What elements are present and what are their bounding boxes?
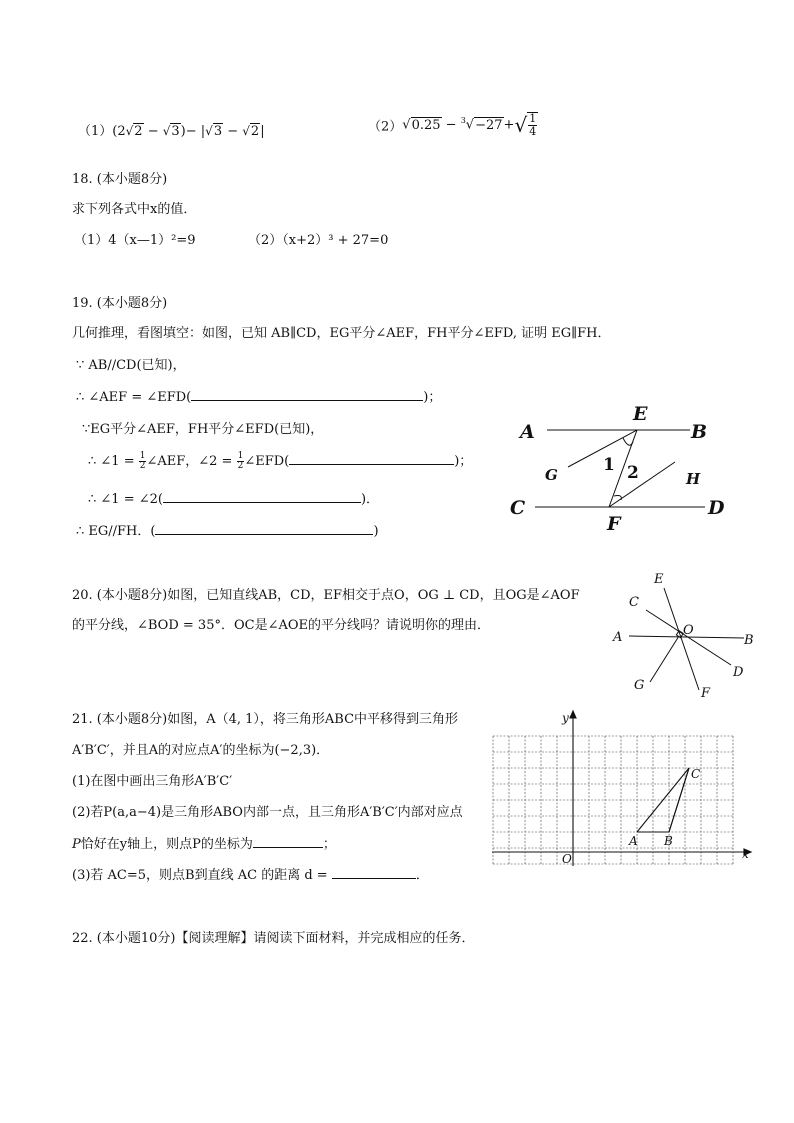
q20-label-c: C — [629, 595, 639, 610]
q19-step2: ∴ ∠AEF = ∠EFD( )； — [76, 390, 442, 405]
line-ef — [664, 588, 699, 690]
q19-prompt: 几何推理，看图填空：如图，已知 AB∥CD，EG平分∠AEF，FH平分∠EFD, 证明 EG∥FH． — [72, 326, 611, 341]
q19-blank4[interactable] — [155, 522, 373, 535]
y-arrow — [570, 711, 576, 718]
q20-label-f: F — [701, 686, 711, 701]
q20-line1: 20. (本小题8分)如图，已知直线AB，CD，EF相交于点O，OG ⊥ CD，且OG是∠AOF — [72, 588, 580, 603]
q20-label-b: B — [744, 633, 754, 648]
q19-label-a: A — [520, 421, 535, 443]
ray-og — [650, 636, 679, 682]
q21-blank1[interactable] — [253, 835, 323, 848]
q20-label-g: G — [634, 678, 645, 693]
q19-label-f: F — [607, 513, 621, 535]
point-a-label: A — [629, 834, 638, 848]
q21-grid-figure — [488, 706, 753, 874]
y-axis-label: y — [562, 711, 569, 725]
q18-prompt: 求下列各式中x的值． — [72, 202, 197, 217]
q19-step5: ∴ ∠1 = ∠2( )． — [88, 492, 380, 507]
q21-line6: (3)若 AC=5，则点B到直线 AC 的距离 d = ． — [72, 868, 429, 883]
q19-label-b: B — [691, 421, 708, 443]
q19-blank1[interactable] — [191, 388, 423, 401]
q18-part1: （1）4（x—1）²=9 — [74, 233, 196, 248]
q19-angle2: 2 — [627, 463, 639, 483]
ray-fh — [609, 462, 675, 507]
q20-label-a: A — [613, 630, 623, 645]
q17-part2: （2）√0.25 − $^3$√−27+√ $\frac{1}{4}$ — [368, 112, 537, 138]
q19-step1: ∵ AB//CD(已知)， — [76, 358, 186, 373]
origin-label: O — [562, 852, 572, 866]
point-b-label: B — [664, 834, 673, 848]
point-c-label: C — [691, 767, 701, 781]
q18-header: 18. (本小题8分) — [72, 172, 168, 187]
q21-blank2[interactable] — [332, 866, 416, 879]
q20-label-d: D — [733, 665, 744, 680]
q20-label-e: E — [654, 572, 664, 587]
q21-line3: (1)在图中画出三角形A′B′C′ — [72, 774, 233, 789]
q20-figure — [606, 566, 766, 704]
q19-figure — [505, 400, 735, 535]
x-axis-label: x — [742, 847, 749, 861]
q21-line5: P恰好在y轴上，则点P的坐标为 ； — [72, 837, 336, 852]
q18-part2: （2）（x+2）³ + 27=0 — [248, 233, 389, 248]
q22-line1: 22. (本小题10分)【阅读理解】请阅读下面材料，并完成相应的任务． — [72, 931, 475, 946]
q19-blank3[interactable] — [163, 490, 361, 503]
q19-label-c: C — [510, 497, 526, 519]
q19-step6: ∴ EG//FH．( ) — [76, 524, 379, 539]
q19-label-h: H — [686, 470, 701, 488]
q19-label-g: G — [545, 466, 558, 484]
q20-label-o: O — [683, 623, 694, 638]
q19-angle1: 1 — [603, 455, 615, 475]
q21-line2: A′B′C′，并且A的对应点A′的坐标为(−2,3)． — [72, 743, 330, 758]
q19-label-d: D — [708, 497, 725, 519]
q17-part1: （1）(2√2 − √3)− |√3 − √2| — [78, 124, 265, 139]
q19-step4: ∴ ∠1 = $\frac{1}{2}$ ∠AEF，∠2 = $\frac{1}{2}$ ∠EFD( )； — [88, 451, 473, 471]
q21-line1: 21. (本小题8分)如图，A（4, 1），将三角形ABC中平移得到三角形 — [72, 712, 459, 727]
q19-label-e: E — [633, 403, 648, 425]
q19-blank2[interactable] — [289, 452, 454, 465]
q20-line2: 的平分线，∠BOD = 35°．OC是∠AOE的平分线吗？请说明你的理由． — [72, 618, 490, 633]
q21-line4: (2)若P(a,a−4)是三角形ABO内部一点，且三角形A′B′C′内部对应点 — [72, 805, 463, 820]
q19-step3: ∵EG平分∠AEF，FH平分∠EFD(已知)， — [82, 422, 324, 437]
q19-header: 19. (本小题8分) — [72, 296, 168, 311]
